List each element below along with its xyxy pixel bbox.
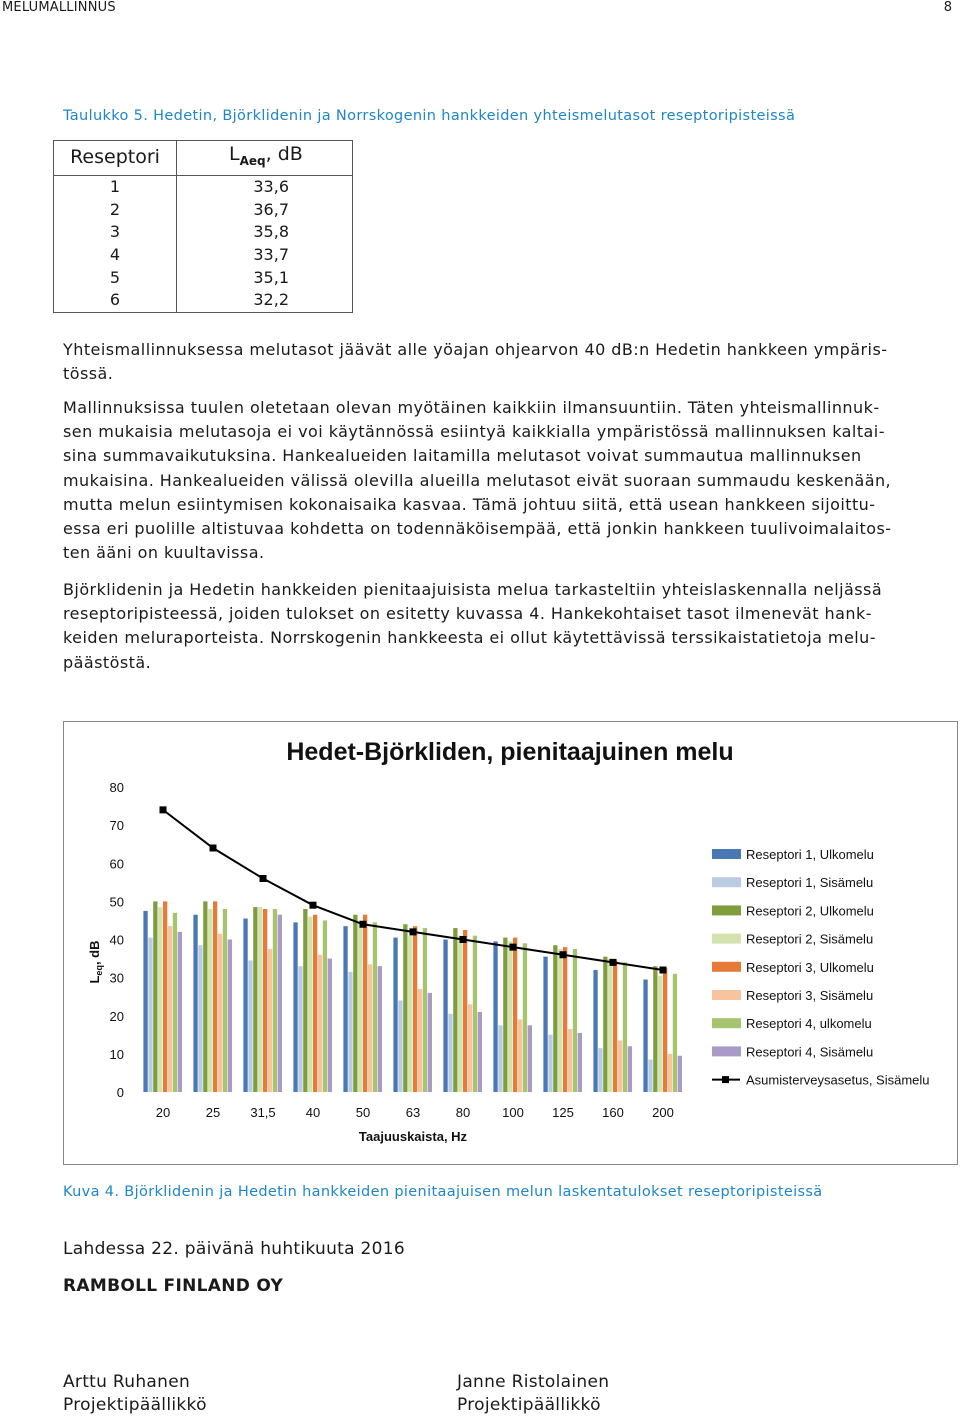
receptor-id: 5 [54, 267, 177, 290]
bar [493, 941, 497, 1092]
bar [418, 989, 422, 1092]
bar [293, 922, 297, 1092]
legend-label: Reseptori 3, Sisämelu [746, 988, 874, 1003]
bar [548, 1035, 552, 1092]
bar [268, 949, 272, 1092]
bar [513, 938, 517, 1092]
bar [163, 901, 167, 1092]
place-date: Lahdessa 22. päivänä huhtikuuta 2016 [63, 1239, 406, 1259]
receptor-id: 2 [54, 199, 177, 222]
bar [178, 932, 182, 1092]
bar [568, 1029, 572, 1092]
bar [308, 917, 312, 1092]
bar [198, 945, 202, 1092]
bar [408, 936, 412, 1092]
line-marker [560, 951, 567, 958]
y-axis-label: $L_{eq}$, dB [87, 940, 104, 984]
legend-marker-swatch [722, 1076, 729, 1083]
x-tick-label: 50 [355, 1105, 371, 1120]
bar [378, 966, 382, 1092]
legend-swatch [712, 1018, 741, 1028]
bar [278, 915, 282, 1092]
legend-label: Reseptori 1, Ulkomelu [746, 847, 874, 862]
line-marker [360, 921, 367, 928]
bar [653, 966, 657, 1092]
bar [448, 1014, 452, 1092]
receptor-id: 6 [54, 289, 177, 312]
table-caption: Taulukko 5. Hedetin, Björklidenin ja Norrskogenin hankkeiden yhteismelutasot reseptoripisteissä [63, 108, 796, 124]
bar [348, 972, 352, 1092]
bar [498, 1025, 502, 1092]
bar [358, 922, 362, 1092]
signer-1-name: Arttu Ruhanen [63, 1372, 191, 1392]
line-marker [210, 845, 217, 852]
bar [528, 1025, 532, 1092]
bar [443, 940, 447, 1093]
x-tick-label: 63 [405, 1105, 421, 1120]
header-section-title: MELUMALLINNUS [2, 0, 116, 15]
bar [403, 924, 407, 1092]
bar [368, 964, 372, 1092]
legend-label: Reseptori 4, Sisämelu [746, 1044, 874, 1060]
bar [193, 915, 197, 1092]
signer-2-name: Janne Ristolainen [457, 1372, 610, 1392]
receptor-id: 3 [54, 221, 177, 244]
col-receptor-header: Reseptori [54, 141, 177, 176]
bar [663, 968, 667, 1092]
x-tick-label: 80 [455, 1105, 471, 1120]
bar [258, 907, 262, 1092]
line-marker [610, 959, 617, 966]
bar [613, 960, 617, 1092]
bar [603, 957, 607, 1092]
legend-swatch [712, 934, 741, 944]
x-tick-label: 31,5 [250, 1105, 276, 1120]
legend-label: Reseptori 3, Ulkomelu [746, 959, 874, 975]
paragraph-1-text: Yhteismallinnuksessa melutasot jäävät alle yöajan ohjearvon 40 dB:n Hedetin hankkeen ympäris- tössä. [63, 340, 888, 384]
legend-label: Reseptori 2, Sisämelu [746, 931, 874, 947]
bar [153, 901, 157, 1092]
bar [248, 960, 252, 1092]
bar [518, 1020, 522, 1092]
receptor-id: 1 [54, 175, 177, 198]
col-level-sub: Aeq [239, 153, 266, 168]
bar [558, 949, 562, 1092]
y-tick-label: 70 [109, 818, 124, 834]
receptor-id: 4 [54, 244, 177, 267]
line-marker [310, 902, 317, 909]
y-tick-label: 0 [116, 1085, 124, 1100]
x-tick-label: 20 [155, 1105, 171, 1120]
bar [453, 928, 457, 1092]
x-tick-label: 40 [305, 1105, 321, 1120]
y-tick-label: 40 [109, 932, 124, 948]
bar [208, 909, 212, 1092]
bar [328, 959, 332, 1092]
legend-label: Asumisterveysasetus, Sisämelu [746, 1072, 930, 1088]
bar [643, 980, 647, 1092]
receptor-level: 35,8 [177, 221, 353, 244]
bar [523, 943, 527, 1092]
x-axis-label: Taajuuskaista, Hz [358, 1129, 468, 1144]
paragraph-2-text: Mallinnuksissa tuulen oletetaan olevan myötäinen kaikkiin ilmansuuntiin. Täten yhteismallinnuk- sen mukaisia melutasoja ei voi käytännössä esiintyä kaikkialla ympäristössä mallinnuksen kaltai- sina summavaikutuksina. Hankealueiden laitamilla melutasot voivat summautua mallinnuksen mukaisina. Hankealueiden välissä olevilla alueilla melutasot eivät suoraan summaudu keskenään, mutta melun esiintymisen kokonaisaika kasvaa. Tämä johtuu siitä, että usean hankkeen sijoittu- essa eri puolille altistuvaa kohdetta on todennäköisempää, että jonkin hankkeen tuulivoimalaitos- ten ääni on kuultavissa. [63, 398, 892, 563]
bar [363, 915, 367, 1092]
bar [648, 1060, 652, 1092]
legend-swatch [712, 990, 741, 1000]
bar [273, 909, 277, 1092]
bar [618, 1041, 622, 1092]
line-marker [160, 806, 167, 813]
y-tick-label: 10 [109, 1046, 124, 1062]
signer-2-title: Projektipäällikkö [457, 1395, 601, 1415]
bar [668, 1054, 672, 1092]
bar [343, 926, 347, 1092]
bar [203, 901, 207, 1092]
legend-label: Reseptori 1, Sisämelu [746, 875, 874, 891]
receptor-level: 33,7 [177, 244, 353, 267]
bar [373, 922, 377, 1092]
bar [623, 962, 627, 1092]
bar [608, 959, 612, 1092]
bar [318, 955, 322, 1092]
bar [543, 957, 547, 1092]
x-tick-label: 100 [502, 1105, 524, 1120]
bar [578, 1033, 582, 1092]
x-tick-label: 25 [205, 1105, 221, 1120]
company-name: RAMBOLL FINLAND OY [63, 1276, 284, 1296]
bar [428, 993, 432, 1092]
y-tick-label: 60 [109, 856, 124, 872]
y-tick-label: 50 [109, 894, 124, 910]
x-tick-label: 125 [552, 1105, 574, 1120]
bar [143, 911, 147, 1092]
y-tick-label: 30 [109, 970, 124, 986]
bar [598, 1048, 602, 1092]
line-marker [660, 967, 667, 974]
bar [298, 966, 302, 1092]
receptor-level: 36,7 [177, 199, 353, 222]
bar [413, 926, 417, 1092]
x-tick-label: 160 [602, 1105, 624, 1120]
x-tick-label: 200 [652, 1105, 674, 1120]
bar [473, 936, 477, 1092]
col-level-unit: , dB [265, 143, 303, 165]
bar [628, 1046, 632, 1092]
bar [243, 919, 247, 1092]
signer-1-title: Projektipäällikkö [63, 1395, 207, 1415]
legend-swatch [712, 962, 741, 972]
line-marker [460, 936, 467, 943]
receptor-level: 35,1 [177, 267, 353, 290]
y-tick-label: 20 [109, 1008, 124, 1024]
bar [353, 915, 357, 1092]
paragraph-3-text: Björklidenin ja Hedetin hankkeiden pienitaajuisista melua tarkasteltiin yhteislaskennalla neljässä reseptoripisteessä, joiden tulokset on esitetty kuvassa 4. Hankekohtaiset tasot ilmenevät hank- keiden meluraporteista. Norrskogenin hankkeesta ei ollut käytettävissä terssikaistatietoja melu- päästöstä. [63, 580, 883, 672]
bar [228, 940, 232, 1093]
bar [508, 941, 512, 1092]
line-marker [510, 944, 517, 951]
bar [393, 938, 397, 1092]
legend-label: Reseptori 4, ulkomelu [746, 1016, 872, 1032]
bar [553, 945, 557, 1092]
legend-swatch [712, 905, 741, 915]
y-tick-label: 80 [109, 780, 124, 795]
page-number: 8 [943, 0, 952, 15]
bar [423, 928, 427, 1092]
bar [658, 976, 662, 1092]
bar [573, 949, 577, 1092]
bar [398, 1001, 402, 1093]
line-marker [260, 875, 267, 882]
bar [173, 913, 177, 1092]
chart-title: Hedet-Björkliden, pienitaajuinen melu [286, 738, 734, 766]
bar [463, 930, 467, 1092]
bar [213, 901, 217, 1092]
figure-caption: Kuva 4. Björklidenin ja Hedetin hankkeiden pienitaajuisen melun laskentatulokset reseptoripisteissä [63, 1184, 823, 1200]
legend-label: Reseptori 2, Ulkomelu [746, 903, 874, 919]
bar [503, 938, 507, 1092]
receptor-level: 32,2 [177, 289, 353, 312]
bar [253, 907, 257, 1092]
bar [323, 920, 327, 1092]
legend-swatch [712, 1046, 741, 1056]
bar [168, 926, 172, 1092]
bar [458, 936, 462, 1092]
receptor-level: 33,6 [177, 175, 353, 198]
bar [673, 974, 677, 1092]
bar [313, 915, 317, 1092]
col-level-main: L [229, 143, 240, 165]
bar [563, 947, 567, 1092]
bar [148, 938, 152, 1092]
bar [303, 909, 307, 1092]
bar [158, 907, 162, 1092]
bar [223, 909, 227, 1092]
legend-swatch [712, 877, 741, 887]
bar [263, 909, 267, 1092]
bar [593, 970, 597, 1092]
legend-swatch [712, 849, 741, 859]
bar [468, 1004, 472, 1092]
bar [678, 1056, 682, 1092]
line-marker [410, 928, 417, 935]
bar [218, 934, 222, 1092]
bar [478, 1012, 482, 1092]
